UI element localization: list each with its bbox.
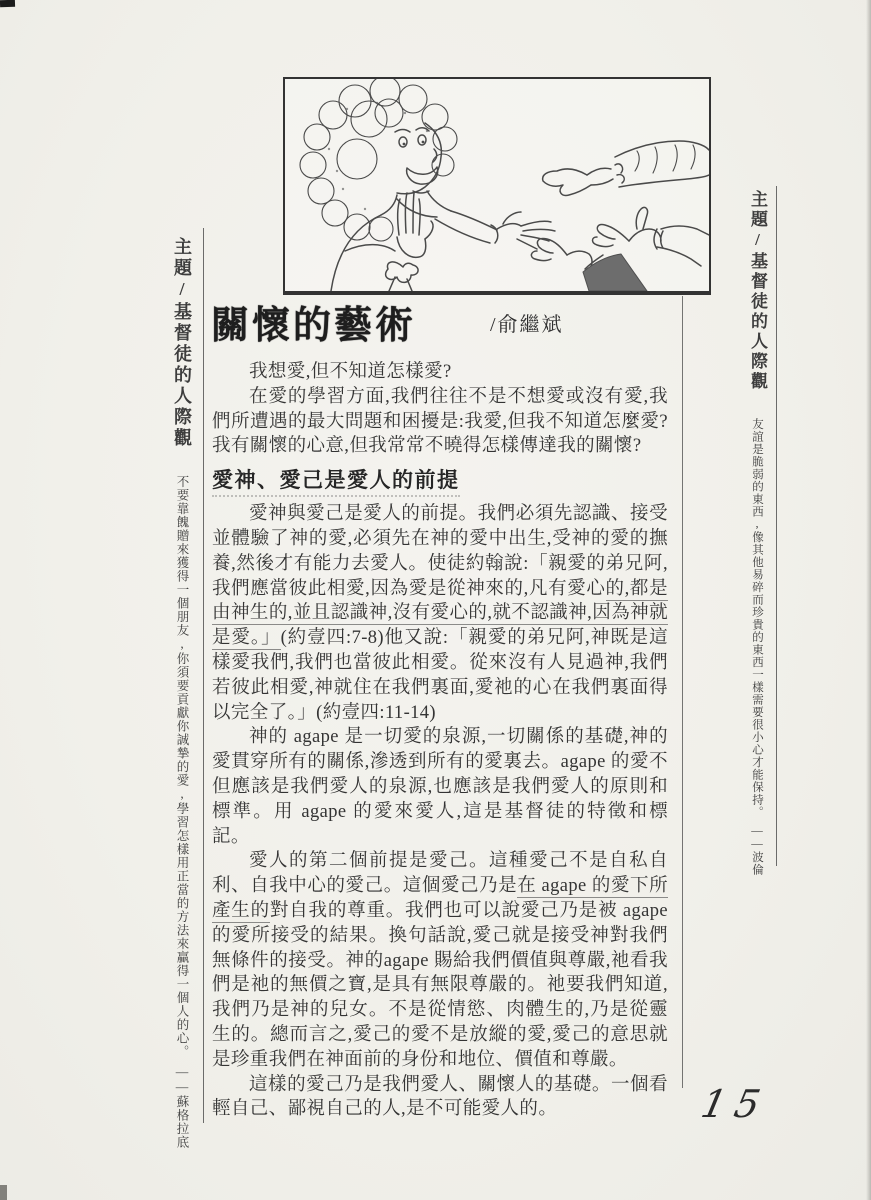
- text-segment: 在愛的學習方面,我們往往不是不想愛或沒有愛,我們所遭遇的最大問題和困擾是:我愛,但我不知道怎麼愛?我有關懷的心意,但我常常不曉得怎樣傳達我的關懷?: [212, 386, 668, 457]
- text-segment: 對自我的尊重。我們也可以說愛己乃是被 agape 的愛所接受的結果。換句話說,愛己就是接受神對我們無條件的接受。神的agape 賜給我們價值與尊嚴,祂看我們是祂的無價之寶,是具有無限尊嚴的。祂要我們知道,我們乃是神的兒女。不是從情慾、肉體生的,乃是從靈生的。總而言之,愛己的愛不是放縱的愛,愛己的意思就是珍重我們在神面前的身份和地位、價值和尊嚴。: [212, 900, 668, 1070]
- left-margin-rule: [203, 228, 204, 1123]
- right-margin-strip: [745, 190, 770, 876]
- woman-figure: [300, 79, 555, 291]
- left-margin-topic: 主題/基督徒的人際觀: [172, 237, 192, 449]
- body-right-rule: [682, 296, 683, 1088]
- scan-artifact-corner-top-left: [0, 0, 15, 7]
- reaching-arm-top-right: [543, 141, 709, 195]
- illustration-cartoon-drawing: [285, 79, 709, 291]
- paragraph: [212, 1073, 668, 1123]
- reaching-hands-bottom-right: [531, 207, 709, 291]
- right-margin-rule: [776, 186, 777, 866]
- paragraph: [212, 360, 668, 385]
- left-margin-quote: 不要靠餽贈來獲得一個朋友,你須要貢獻你誠摯的愛,學習怎樣用正當的方法來贏得一個人的心。: [175, 475, 189, 1059]
- right-margin-topic: 主題/基督徒的人際觀: [748, 190, 767, 392]
- underlined-text: 在 agape 的愛下所產生的: [212, 876, 668, 921]
- section-paragraphs: [212, 502, 668, 1122]
- raised-palm-hand: [397, 193, 433, 257]
- illustration-frame: [283, 77, 711, 295]
- section-heading: 愛神、愛己是愛人的前提: [212, 468, 460, 497]
- paragraph: [212, 725, 668, 849]
- underlined-text: 的,都是由神生的,並且認識神,沒有愛心的,就不認識神,因為神就是愛。」: [212, 578, 668, 649]
- right-margin-attribution: ——波倫: [751, 824, 763, 876]
- paragraph: [212, 849, 668, 1072]
- left-margin-attribution: ——蘇格拉底: [175, 1064, 189, 1149]
- article-body: [212, 360, 668, 1122]
- hair-speckles: [328, 102, 428, 210]
- text-segment: 愛神與愛己是愛人的前提。我們必須先認識、接受並體驗了神的愛,必須先在神的愛中出生,受神的愛的撫養,然後才有能力去愛人。使徒約翰說:「親愛的弟兄阿,我們應當彼此相愛,因為愛是從神來的,凡有愛心: [212, 504, 668, 599]
- paragraph: [212, 502, 668, 725]
- intro-paragraphs: [212, 360, 668, 459]
- handwritten-page-number: 15: [697, 1082, 774, 1126]
- text-segment: (約壹四:7-8)他又說:「親愛的弟兄阿,神既是這樣愛我們,我們也當彼此相愛。從來沒有人見過神,我們若彼此相愛,神就住在我們裏面,愛祂的心在我們裏面得以完全了。」(約壹四:11-14): [212, 628, 668, 723]
- article-title: 關懷的藝術: [211, 305, 417, 347]
- left-margin-strip: [169, 237, 195, 1149]
- article-author: /俞繼斌: [490, 314, 564, 336]
- woman-body: [331, 191, 451, 291]
- text-segment: 愛人的第二個前提是愛己。這種愛己不是自私自利、自我中心的愛己。這個愛己乃是: [212, 851, 668, 897]
- scan-artifact-corner-bottom-left: [0, 1185, 7, 1200]
- paragraph: [212, 385, 668, 459]
- text-segment: 這樣的愛己乃是我們愛人、關懷人的基礎。一個看輕自己、鄙視自己的人,是不可能愛人的。: [212, 1074, 668, 1120]
- text-segment: 神的 agape 是一切愛的泉源,一切關係的基礎,神的愛貫穿所有的關係,滲透到所有的愛裏去。agape 的愛不但應該是我們愛人的泉源,也應該是我們愛人的原則和標準。用 agape 的愛來愛人,這是基督徒的特徵和標記。: [212, 727, 668, 847]
- text-segment: 我想愛,但不知道怎樣愛?: [249, 362, 452, 382]
- scan-artifact-right-edge: [866, 0, 871, 1200]
- lower-hand-with-dark-sleeve: [531, 238, 603, 269]
- right-margin-quote: 友誼是脆弱的東西,像其他易碎而珍貴的東西一樣需要很小心才能保持。: [751, 418, 763, 819]
